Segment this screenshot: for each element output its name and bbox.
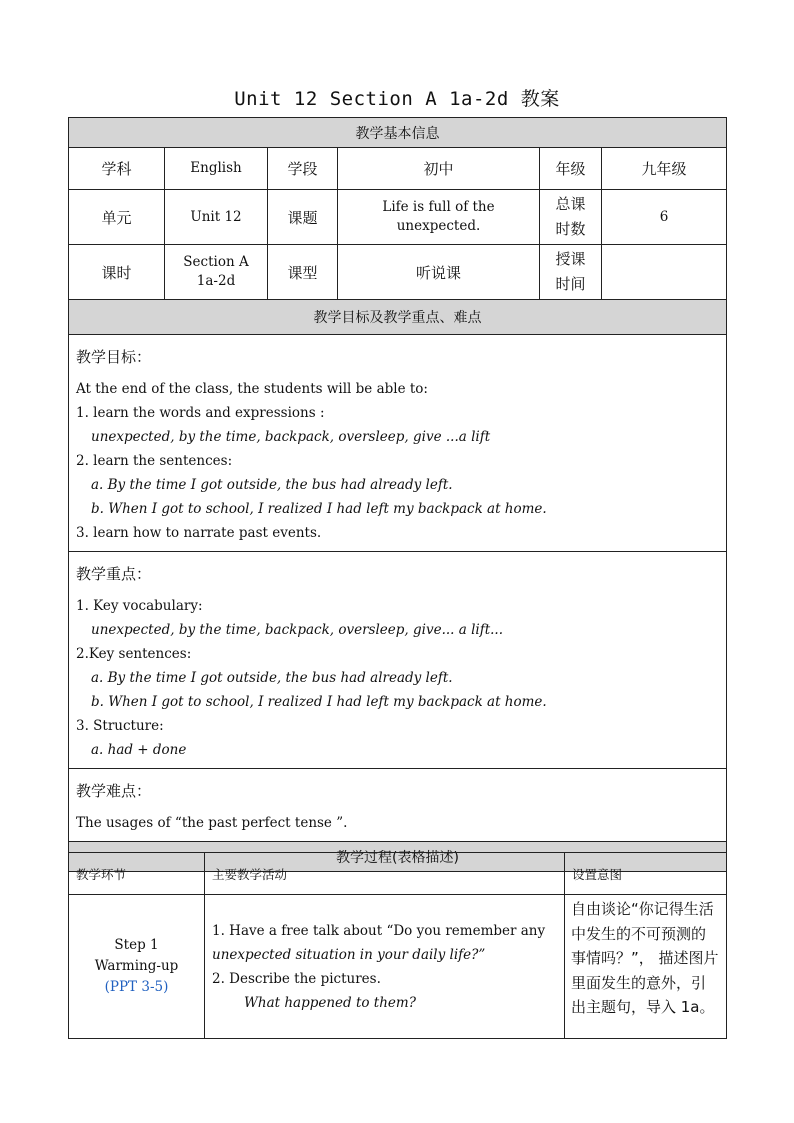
- key-points-heading: 教学重点：: [76, 565, 152, 583]
- type-label: 课型: [268, 245, 338, 300]
- subject-value: English: [165, 148, 268, 190]
- teaching-goals-heading: 教学目标：: [76, 348, 152, 366]
- step1-title: Warming-up: [94, 958, 179, 974]
- key-points-block: [69, 552, 727, 769]
- key-point-line: 3. Structure:: [76, 718, 164, 734]
- teach-time-label-2: 时间: [555, 275, 586, 293]
- period-label: 课时: [69, 245, 165, 300]
- document-title: Unit 12 Section A 1a-2d 教案: [234, 88, 560, 110]
- step1-ppt-ref: (PPT 3-5): [104, 979, 169, 995]
- goal-line: b. When I got to school, I realized I had left my backpack at home.: [91, 501, 547, 517]
- goal-line: a. By the time I got outside, the bus had already left.: [91, 477, 453, 493]
- teach-time-value: [602, 245, 727, 300]
- process-table: [68, 852, 727, 1039]
- goal-line: At the end of the class, the students will be able to:: [76, 381, 428, 397]
- goal-line: 2. learn the sentences:: [76, 453, 233, 469]
- key-point-line: b. When I got to school, I realized I had left my backpack at home.: [91, 694, 547, 710]
- grade-value: 九年级: [602, 148, 727, 190]
- teach-time-label-1: 授课: [555, 250, 586, 268]
- goal-line: unexpected, by the time, backpack, oversleep, give ...a lift: [91, 429, 491, 445]
- key-point-line: a. had + done: [91, 742, 187, 758]
- objectives-header: 教学目标及教学重点、难点: [69, 300, 727, 335]
- topic-label: 课题: [268, 190, 338, 245]
- topic-line-2: unexpected.: [396, 218, 481, 234]
- difficulty-line: The usages of “the past perfect tense ”.: [76, 815, 348, 831]
- stage-label: 学段: [268, 148, 338, 190]
- basic-info-header: 教学基本信息: [69, 118, 727, 148]
- key-point-line: a. By the time I got outside, the bus had already left.: [91, 670, 453, 686]
- topic-value: [338, 190, 540, 245]
- col-step-header: 教学环节: [69, 853, 205, 895]
- step1-activity-line: 2. Describe the pictures.: [212, 970, 381, 987]
- key-point-line: 2.Key sentences:: [76, 646, 192, 662]
- total-hours-value: 6: [602, 190, 727, 245]
- grade-label: 年级: [540, 148, 602, 190]
- total-hours-label: [540, 190, 602, 245]
- step1-intent-cell: 自由谈论“你记得生活中发生的不可预测的事情吗？”， 描述图片里面发生的意外，引出主题句，导入 1a。: [565, 895, 727, 1039]
- process-header: 教学过程(表格描述): [69, 842, 727, 872]
- difficulties-block: [69, 769, 727, 842]
- goal-line: 1. learn the words and expressions :: [76, 405, 325, 421]
- teach-time-label: [540, 245, 602, 300]
- period-line-1: Section A: [183, 254, 249, 270]
- step1-number: Step 1: [114, 937, 159, 953]
- subject-label: 学科: [69, 148, 165, 190]
- goal-line: 3. learn how to narrate past events.: [76, 525, 322, 541]
- total-hours-label-2: 时数: [555, 220, 586, 238]
- teaching-goals-block: [69, 335, 727, 552]
- topic-line-1: Life is full of the: [382, 199, 495, 215]
- period-line-2: 1a-2d: [196, 273, 236, 289]
- step1-activity-line: What happened to them?: [244, 994, 416, 1011]
- unit-value: Unit 12: [165, 190, 268, 245]
- step1-activity-line: unexpected situation in your daily life?”: [212, 946, 486, 963]
- unit-label: 单元: [69, 190, 165, 245]
- col-activity-header: 主要教学活动: [205, 853, 565, 895]
- key-point-line: unexpected, by the time, backpack, oversleep, give... a lift...: [91, 622, 504, 638]
- lesson-plan-table: [68, 117, 727, 872]
- step1-activity-line: 1. Have a free talk about “Do you remember any: [212, 922, 546, 939]
- step1-name-cell: [69, 895, 205, 1039]
- type-value: 听说课: [338, 245, 540, 300]
- period-value: [165, 245, 268, 300]
- total-hours-label-1: 总课: [555, 195, 586, 213]
- difficulties-heading: 教学难点：: [76, 782, 152, 800]
- step1-activity-cell: [205, 895, 565, 1039]
- stage-value: 初中: [338, 148, 540, 190]
- key-point-line: 1. Key vocabulary:: [76, 598, 203, 614]
- col-intent-header: 设置意图: [565, 853, 727, 895]
